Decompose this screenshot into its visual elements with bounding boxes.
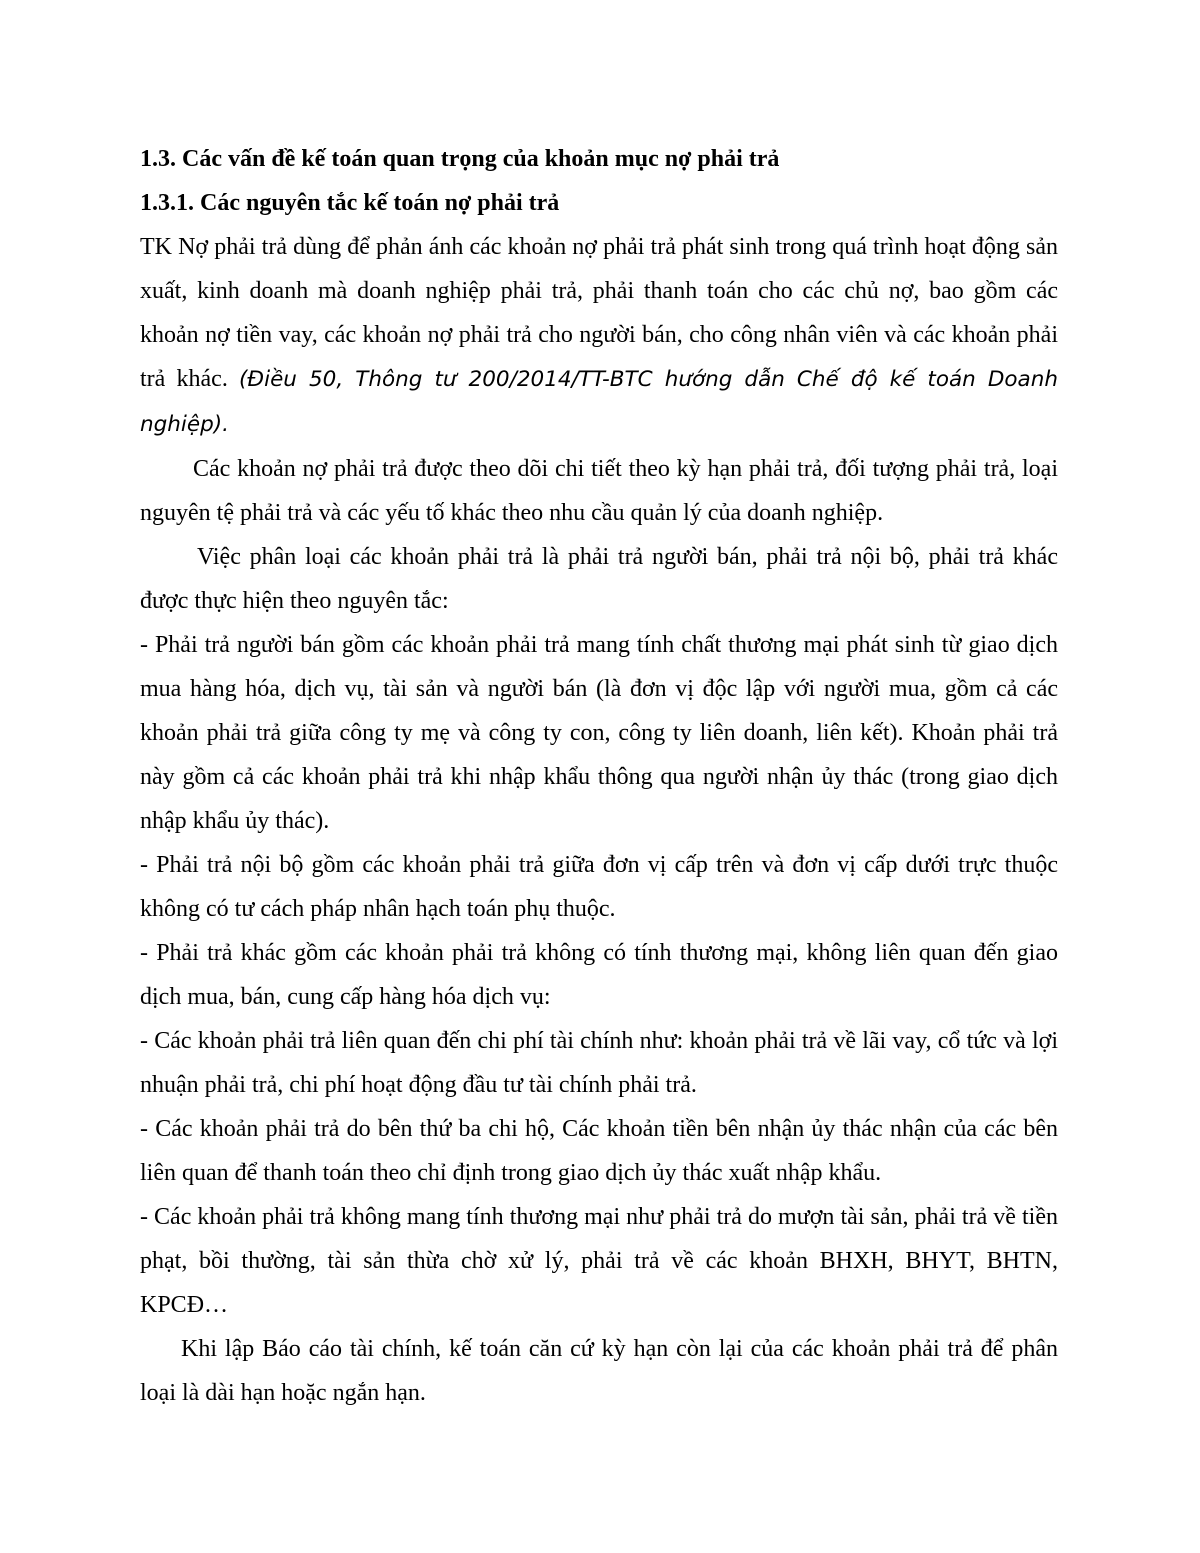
bullet-third-party-payables: - Các khoản phải trả do bên thứ ba chi hộ, Các khoản tiền bên nhận ủy thác nhận của các bên liên quan để thanh toán theo chỉ định trong giao dịch ủy thác xuất nhập khẩu. [140,1116,1058,1186]
tracking-paragraph: Các khoản nợ phải trả được theo dõi chi tiết theo kỳ hạn phải trả, đối tượng phải trả, loại nguyên tệ phải trả và các yếu tố khác theo nhu cầu quản lý của doanh nghiệp. [140,456,1058,526]
section-heading: 1.3. Các vấn đề kế toán quan trọng của khoản mục nợ phải trả [140,146,780,172]
intro-paragraph [140,225,1058,447]
classification-paragraph: Việc phân loại các khoản phải trả là phải trả người bán, phải trả nội bộ, phải trả khác được thực hiện theo nguyên tắc: [140,544,1058,614]
bullet-internal-payables: - Phải trả nội bộ gồm các khoản phải trả giữa đơn vị cấp trên và đơn vị cấp dưới trực thuộc không có tư cách pháp nhân hạch toán phụ thuộc. [140,852,1058,922]
intro-text: TK Nợ phải trả dùng để phản ánh các khoản nợ phải trả phát sinh trong quá trình hoạt động sản xuất, kinh doanh mà doanh nghiệp phải trả, phải thanh toán cho các chủ nợ, bao gồm các khoản nợ tiền vay, các khoản nợ phải trả cho người bán, cho công nhân viên và các khoản phải trả khác. [140,234,1058,392]
bullet-trade-payables: - Phải trả người bán gồm các khoản phải trả mang tính chất thương mại phát sinh từ giao dịch mua hàng hóa, dịch vụ, tài sản và người bán (là đơn vị độc lập với người mua, gồm cả các khoản phải trả giữa công ty mẹ và công ty con, công ty liên doanh, liên kết). Khoản phải trả này gồm cả các khoản phải trả khi nhập khẩu thông qua người nhận ủy thác (trong giao dịch nhập khẩu ủy thác). [140,632,1058,834]
closing-paragraph: Khi lập Báo cáo tài chính, kế toán căn cứ kỳ hạn còn lại của các khoản phải trả để phân loại là dài hạn hoặc ngắn hạn. [140,1336,1058,1406]
legal-citation: (Điều 50, Thông tư 200/2014/TT-BTC hướng dẫn Chế độ kế toán Doanh nghiệp). [140,367,1058,437]
subsection-heading: 1.3.1. Các nguyên tắc kế toán nợ phải trả [140,190,560,216]
bullet-other-payables: - Phải trả khác gồm các khoản phải trả không có tính thương mại, không liên quan đến giao dịch mua, bán, cung cấp hàng hóa dịch vụ: [140,940,1058,1010]
bullet-financial-cost-payables: - Các khoản phải trả liên quan đến chi phí tài chính như: khoản phải trả về lãi vay, cổ tức và lợi nhuận phải trả, chi phí hoạt động đầu tư tài chính phải trả. [140,1028,1058,1098]
bullet-non-trade-payables: - Các khoản phải trả không mang tính thương mại như phải trả do mượn tài sản, phải trả về tiền phạt, bồi thường, tài sản thừa chờ xử lý, phải trả về các khoản BHXH, BHYT, BHTN, KPCĐ… [140,1204,1058,1318]
document-page [140,137,1058,1415]
